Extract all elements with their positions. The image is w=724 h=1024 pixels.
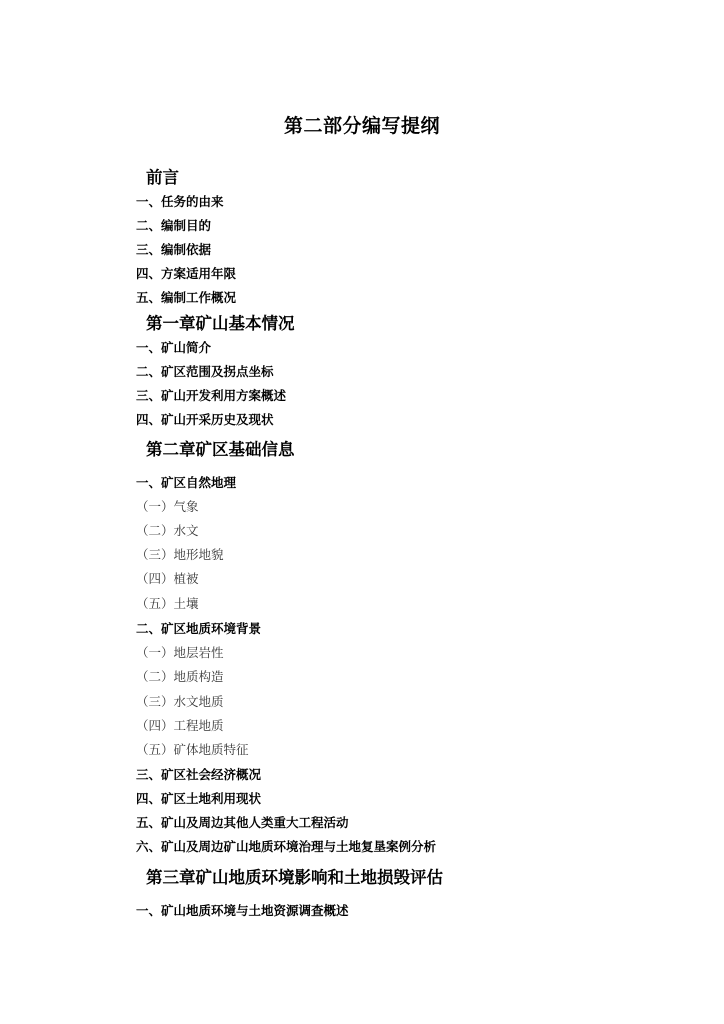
subsection-item: （二）地质构造 xyxy=(136,669,224,684)
section-item: 三、矿区社会经济概况 xyxy=(136,767,262,782)
section-item: 三、矿山开发利用方案概述 xyxy=(136,388,287,403)
chapter-heading: 第三章矿山地质环境影响和土地损毁评估 xyxy=(146,868,443,887)
chapter-heading: 第二章矿区基础信息 xyxy=(146,440,295,459)
subsection-item: （三）水文地质 xyxy=(136,694,224,709)
subsection-item: （二）水文 xyxy=(136,523,199,538)
section-item: 二、编制目的 xyxy=(136,218,212,233)
section-item: 四、方案适用年限 xyxy=(136,266,237,281)
subsection-item: （三）地形地貌 xyxy=(136,547,224,562)
section-item: 六、矿山及周边矿山地质环境治理与土地复垦案例分析 xyxy=(136,839,437,854)
subsection-item: （一）气象 xyxy=(136,499,199,514)
section-item: 一、矿山地质环境与土地资源调查概述 xyxy=(136,903,349,918)
subsection-item: （四）植被 xyxy=(136,571,199,586)
subsection-item: （五）土壤 xyxy=(136,596,199,611)
section-item: 一、矿区自然地理 xyxy=(136,475,237,490)
section-item: 四、矿区土地利用现状 xyxy=(136,791,262,806)
section-item: 三、编制依据 xyxy=(136,242,212,257)
section-item: 二、矿区范围及拐点坐标 xyxy=(136,364,274,379)
section-item: 一、任务的由来 xyxy=(136,194,224,209)
subsection-item: （四）工程地质 xyxy=(136,718,224,733)
section-item: 一、矿山简介 xyxy=(136,340,212,355)
section-item: 五、编制工作概况 xyxy=(136,290,237,305)
subsection-item: （五）矿体地质特征 xyxy=(136,742,249,757)
section-item: 四、矿山开采历史及现状 xyxy=(136,412,274,427)
chapter-heading: 第一章矿山基本情况 xyxy=(146,314,295,333)
document-title: 第二部分编写提纲 xyxy=(283,115,440,137)
section-item: 二、矿区地质环境背景 xyxy=(136,621,262,636)
subsection-item: （一）地层岩性 xyxy=(136,645,224,660)
heading-preface: 前言 xyxy=(146,168,179,187)
section-item: 五、矿山及周边其他人类重大工程活动 xyxy=(136,815,349,830)
